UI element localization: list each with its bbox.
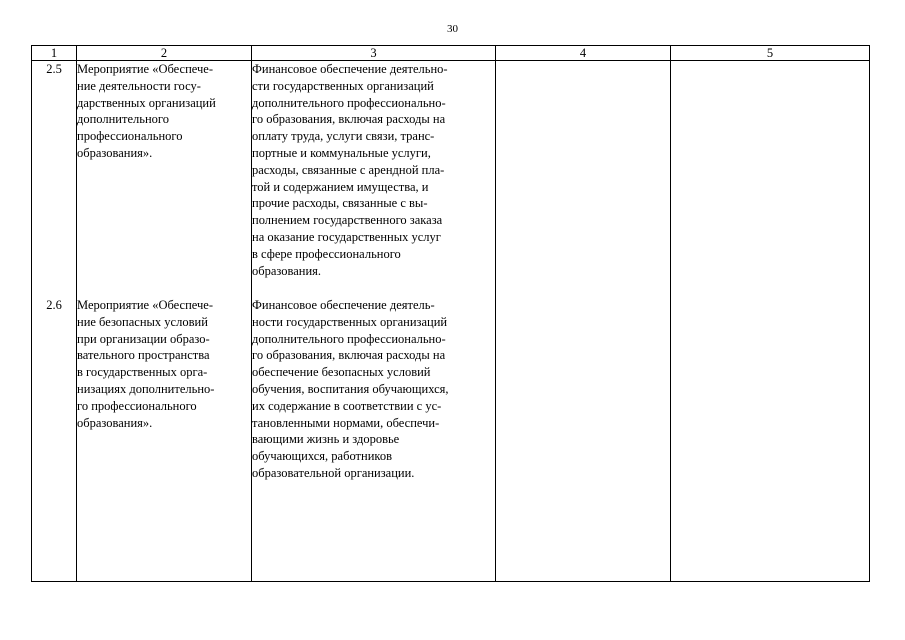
text-line: дополнительного профессионально- bbox=[252, 331, 446, 346]
text-line: го образования, включая расходы на bbox=[252, 348, 446, 363]
text-line: в государственных орга- bbox=[77, 365, 208, 380]
row-number: 2.5 bbox=[32, 61, 77, 298]
column-4-cell bbox=[496, 61, 671, 298]
text-line: обучения, воспитания обучающихся, bbox=[252, 381, 449, 396]
column-header-2: 2 bbox=[77, 46, 252, 61]
text-line: го профессионального bbox=[77, 398, 197, 413]
text-line: го образования, включая расходы на bbox=[252, 112, 446, 127]
text-line: дополнительного bbox=[77, 112, 169, 127]
text-line: полнением государственного заказа bbox=[252, 213, 443, 228]
text-line: профессионального bbox=[77, 129, 183, 144]
column-header-5: 5 bbox=[671, 46, 870, 61]
column-5-cell bbox=[671, 297, 870, 582]
measure-title bbox=[77, 61, 252, 298]
text-line: образования. bbox=[252, 263, 322, 278]
text-line: Мероприятие «Обеспече- bbox=[77, 298, 214, 312]
column-header-4: 4 bbox=[496, 46, 671, 61]
text-line: сти государственных организаций bbox=[252, 78, 434, 93]
text-line: расходы, связанные с арендной пла- bbox=[252, 162, 445, 177]
page-number: 30 bbox=[447, 23, 458, 35]
measures-table bbox=[31, 45, 870, 582]
text-line: образования». bbox=[77, 415, 153, 430]
table-row bbox=[32, 61, 870, 298]
text-line: той и содержанием имущества, и bbox=[252, 179, 429, 194]
text-line: в сфере профессионального bbox=[252, 246, 401, 261]
text-line: дополнительного профессионально- bbox=[252, 95, 446, 110]
text-line: обучающихся, работников bbox=[252, 449, 392, 464]
text-line: Финансовое обеспечение деятельно- bbox=[252, 62, 448, 76]
text-line: при организации образо- bbox=[77, 331, 210, 346]
column-header-1: 1 bbox=[32, 46, 77, 61]
measure-title bbox=[77, 297, 252, 582]
measure-description bbox=[252, 297, 496, 582]
text-line: образования». bbox=[77, 145, 153, 160]
text-line: Мероприятие «Обеспече- bbox=[77, 62, 214, 76]
text-line: вательного пространства bbox=[77, 348, 210, 363]
column-4-cell bbox=[496, 297, 671, 582]
header-row bbox=[32, 46, 870, 61]
text-line: ние безопасных условий bbox=[77, 314, 208, 329]
measure-description bbox=[252, 61, 496, 298]
text-line: обеспечение безопасных условий bbox=[252, 365, 431, 380]
text-line: ности государственных организаций bbox=[252, 314, 448, 329]
text-line: дарственных организаций bbox=[77, 95, 216, 110]
column-5-cell bbox=[671, 61, 870, 298]
text-line: на оказание государственных услуг bbox=[252, 229, 441, 244]
table-row bbox=[32, 297, 870, 582]
text-line: ние деятельности госу- bbox=[77, 78, 201, 93]
text-line: вающими жизнь и здоровье bbox=[252, 432, 400, 447]
text-line: образовательной организации. bbox=[252, 465, 415, 480]
text-line: тановленными нормами, обеспечи- bbox=[252, 415, 440, 430]
text-line: прочие расходы, связанные с вы- bbox=[252, 196, 428, 211]
text-line: низациях дополнительно- bbox=[77, 381, 215, 396]
row-number: 2.6 bbox=[32, 297, 77, 582]
text-line: оплату труда, услуги связи, транс- bbox=[252, 129, 435, 144]
column-header-3: 3 bbox=[252, 46, 496, 61]
text-line: их содержание в соответствии с ус- bbox=[252, 398, 442, 413]
text-line: Финансовое обеспечение деятель- bbox=[252, 298, 435, 312]
text-line: портные и коммунальные услуги, bbox=[252, 145, 431, 160]
